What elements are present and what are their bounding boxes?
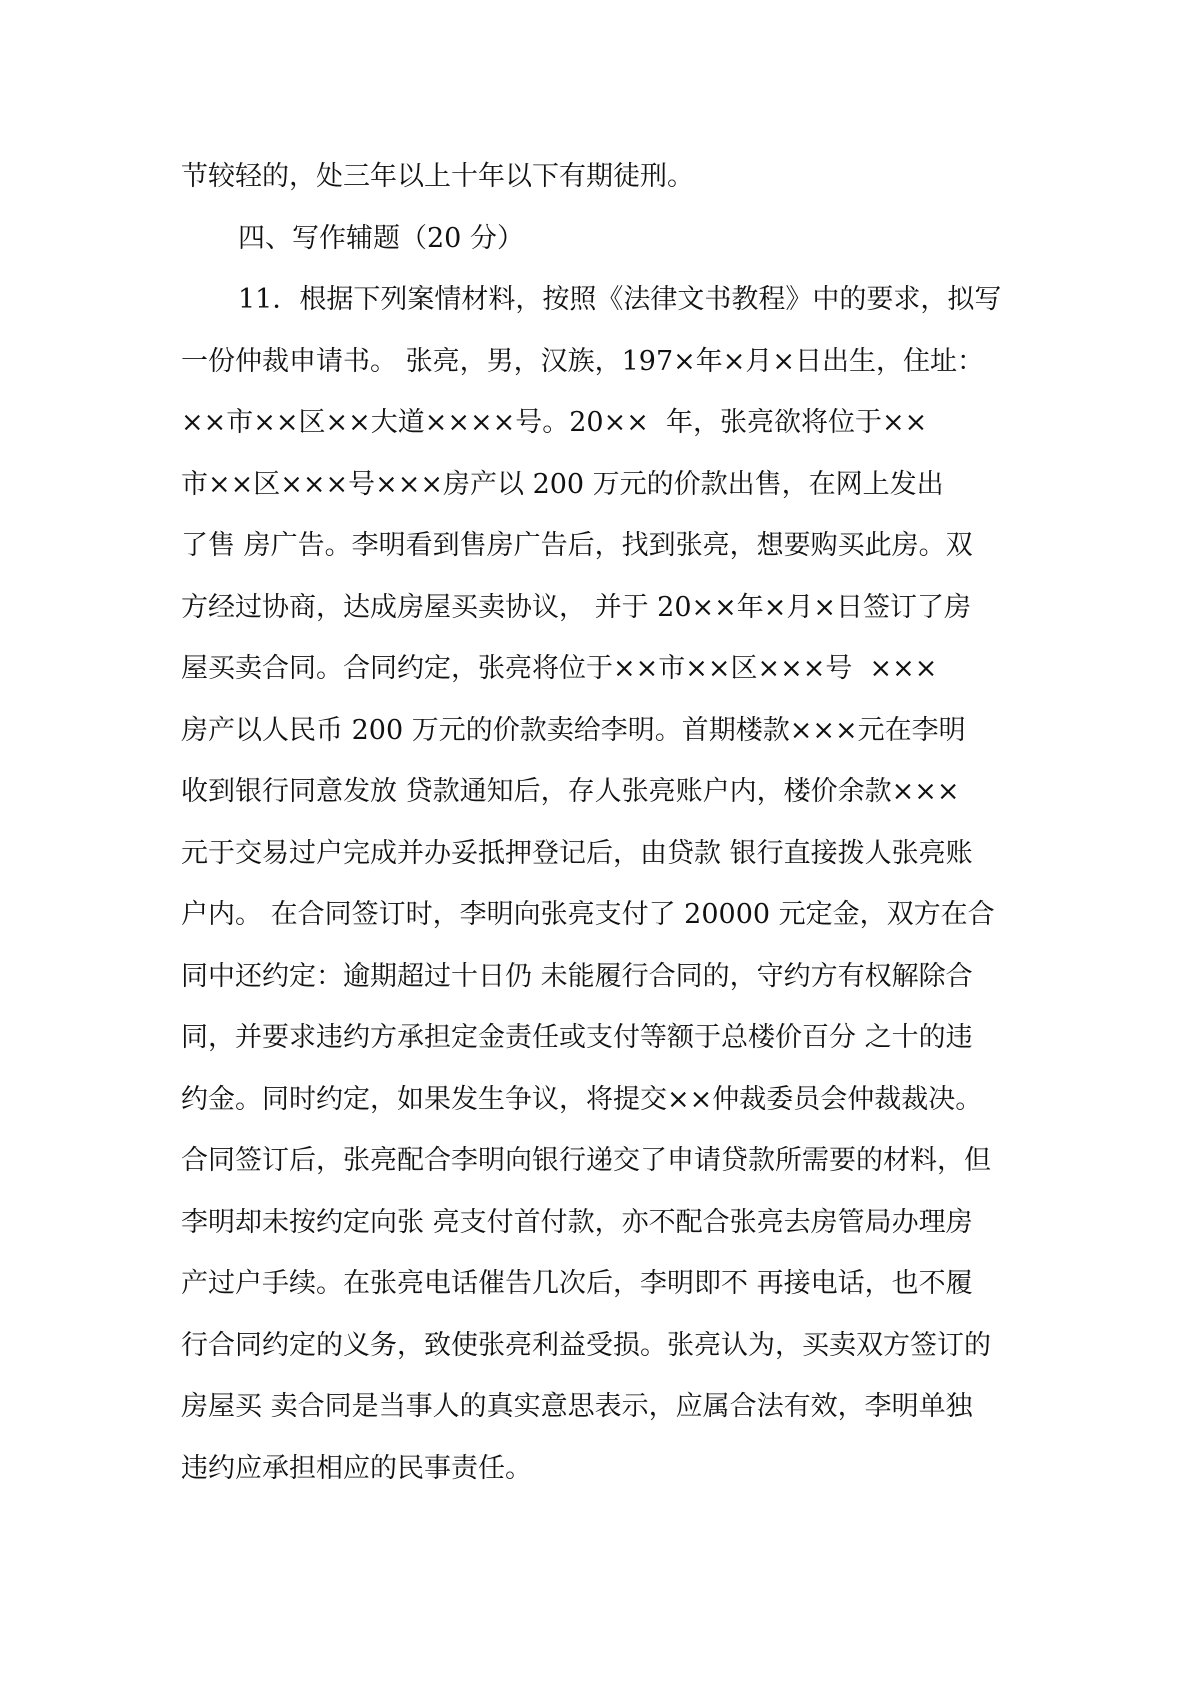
text-line: 元于交易过户完成并办妥抵押登记后，由贷款 银行直接拨人张亮账	[181, 837, 973, 869]
question-first-line: 11．根据下列案情材料，按照《法律文书教程》中的要求，拟写	[238, 284, 1002, 315]
document-body	[181, 146, 1021, 1499]
text-line: 房产以人民币 200 万元的价款卖给李明。首期楼款×××元在李明	[181, 714, 966, 746]
text-line: 房屋买 卖合同是当事人的真实意思表示，应属合法有效，李明单独	[181, 1391, 973, 1422]
text-line: 李明却未按约定向张 亮支付首付款，亦不配合张亮去房管局办理房	[181, 1206, 973, 1238]
text-line: 收到银行同意发放 贷款通知后，存人张亮账户内，楼价余款×××	[181, 776, 960, 807]
text-line: 行合同约定的义务，致使张亮利益受损。张亮认为，买卖双方签订的	[181, 1329, 991, 1361]
text-line: 同，并要求违约方承担定金责任或支付等额于总楼价百分 之十的违	[181, 1022, 973, 1053]
text-line: 了售 房广告。李明看到售房广告后，找到张亮，想要购买此房。双	[181, 530, 973, 561]
text-line: 违约应承担相应的民事责任。	[181, 1452, 532, 1484]
text-line: 产过户手续。在张亮电话催告几次后，李明即不 再接电话，也不履	[181, 1268, 973, 1299]
text-line: 屋买卖合同。合同约定，张亮将位于××市××区×××号 ×××	[181, 653, 938, 684]
text-line: 节较轻的，处三年以上十年以下有期徒刑。	[181, 161, 694, 192]
text-line: 市××区×××号×××房产以 200 万元的价款出售，在网上发出	[181, 468, 944, 500]
text-line: 约金。同时约定，如果发生争议，将提交××仲裁委员会仲裁裁决。	[181, 1083, 983, 1115]
text-line: 户内。 在合同签订时，李明向张亮支付了 20000 元定金，双方在合	[181, 899, 995, 930]
text-line: 合同签订后，张亮配合李明向银行递交了申请贷款所需要的材料，但	[181, 1145, 991, 1176]
text-line: ××市××区××大道××××号。20×× 年，张亮欲将位于××	[181, 407, 928, 438]
text-line: 方经过协商，达成房屋买卖协议， 并于 20××年×月×日签订了房	[181, 591, 972, 623]
section-heading: 四、写作辅题（20 分）	[238, 222, 524, 254]
text-line: 一份仲裁申请书。 张亮，男，汉族，197×年×月×日出生，住址：	[181, 345, 984, 377]
text-line: 同中还约定：逾期超过十日仍 未能履行合同的，守约方有权解除合	[181, 960, 973, 992]
